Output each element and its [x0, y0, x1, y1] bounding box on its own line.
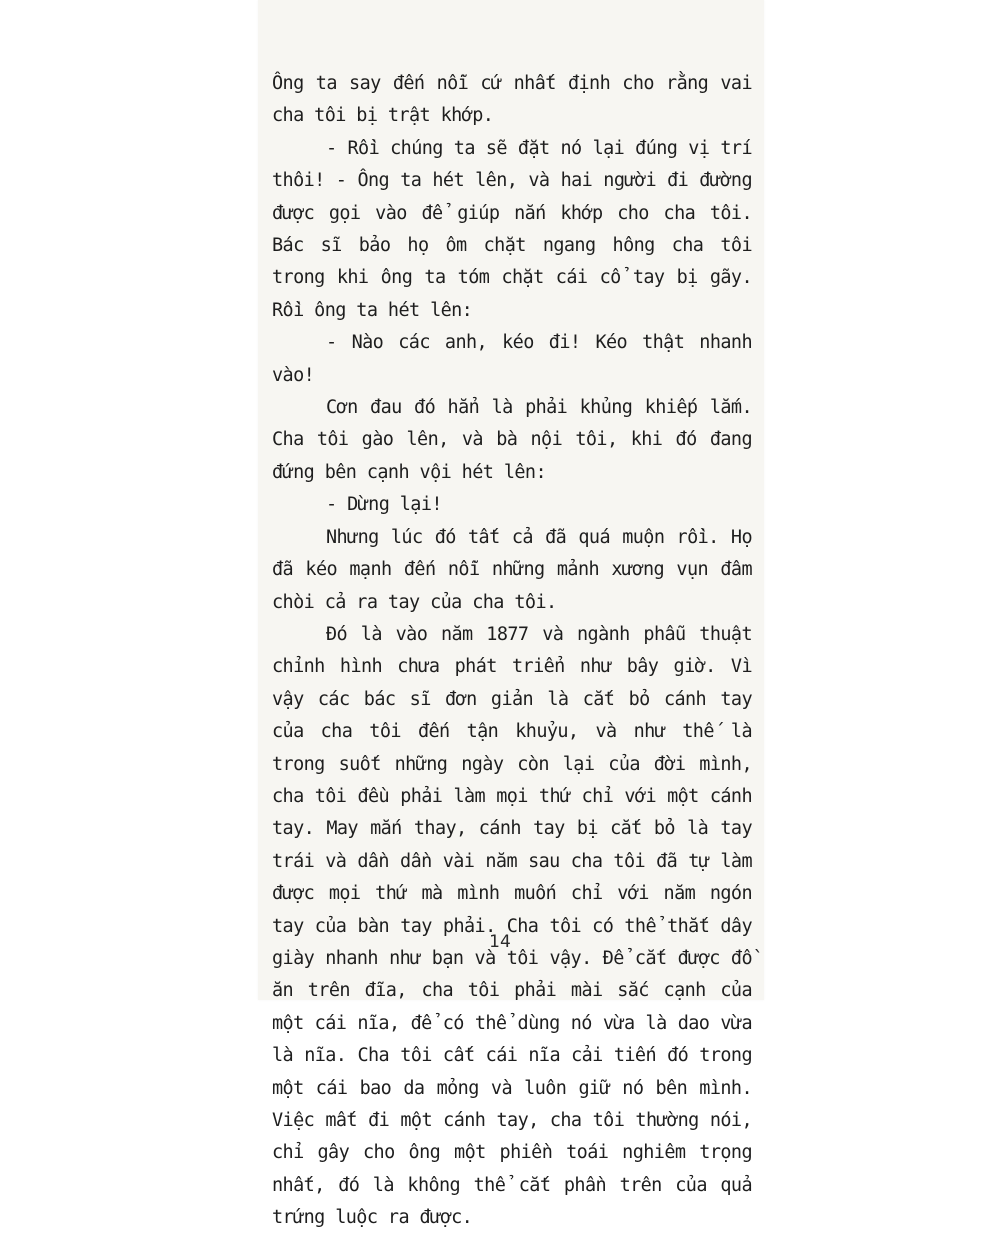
paragraph: Ông ta say đến nỗi cứ nhất định cho rằng vai cha tôi bị trật khớp.: [272, 73, 752, 127]
body-text: [272, 68, 752, 1235]
paragraph: Đó là vào năm 1877 và ngành phẫu thuật chỉnh hình chưa phát triển như bây giờ. Vì vậy các bác sĩ đơn giản là cắt bỏ cánh tay của cha tôi đến tận khuỷu, và như thế là trong suốt những ngày còn lại của đời mình, cha tôi đều phải làm mọi thứ chỉ với một cánh tay. May mắn thay, cánh tay bị cắt bỏ là tay trái và dần dần vài năm sau cha tôi đã tự làm được mọi thứ mà mình muốn chỉ với năm ngón tay của bàn tay phải. Cha tôi có thể thắt dây giày nhanh như bạn và tôi vậy. Để cắt được đồ ăn trên đĩa, cha tôi phải mài sắc cạnh của một cái nĩa, để có thể dùng nó vừa là dao vừa là nĩa. Cha tôi cất cái nĩa cải tiến đó trong một cái bao da mỏng và luôn giữ nó bên mình. Việc mất đi một cánh tay, cha tôi thường nói, chỉ gây cho ông một phiền toái nghiêm trọng nhất, đó là không thể cắt phần trên của quả trứng luộc ra được.: [272, 623, 752, 1229]
paragraph: - Nào các anh, kéo đi! Kéo thật nhanh vào!: [272, 332, 752, 386]
paragraph: - Dừng lại!: [326, 494, 442, 516]
paragraph: - Rồi chúng ta sẽ đặt nó lại đúng vị trí thôi! - Ông ta hét lên, và hai người đi đường được gọi vào để giúp nắn khớp cho cha tôi. Bác sĩ bảo họ ôm chặt ngang hông cha tôi trong khi ông ta tóm chặt cái cổ tay bị gãy. Rồi ông ta hét lên:: [272, 137, 752, 321]
paragraph: Nhưng lúc đó tất cả đã quá muộn rồi. Họ đã kéo mạnh đến nỗi những mảnh xương vụn đâm chòi cả ra tay của cha tôi.: [272, 526, 752, 613]
paragraph: Cơn đau đó hẳn là phải khủng khiếp lắm. Cha tôi gào lên, và bà nội tôi, khi đó đang đứng bên cạnh vội hét lên:: [272, 397, 752, 483]
page-number: 14: [489, 932, 511, 952]
